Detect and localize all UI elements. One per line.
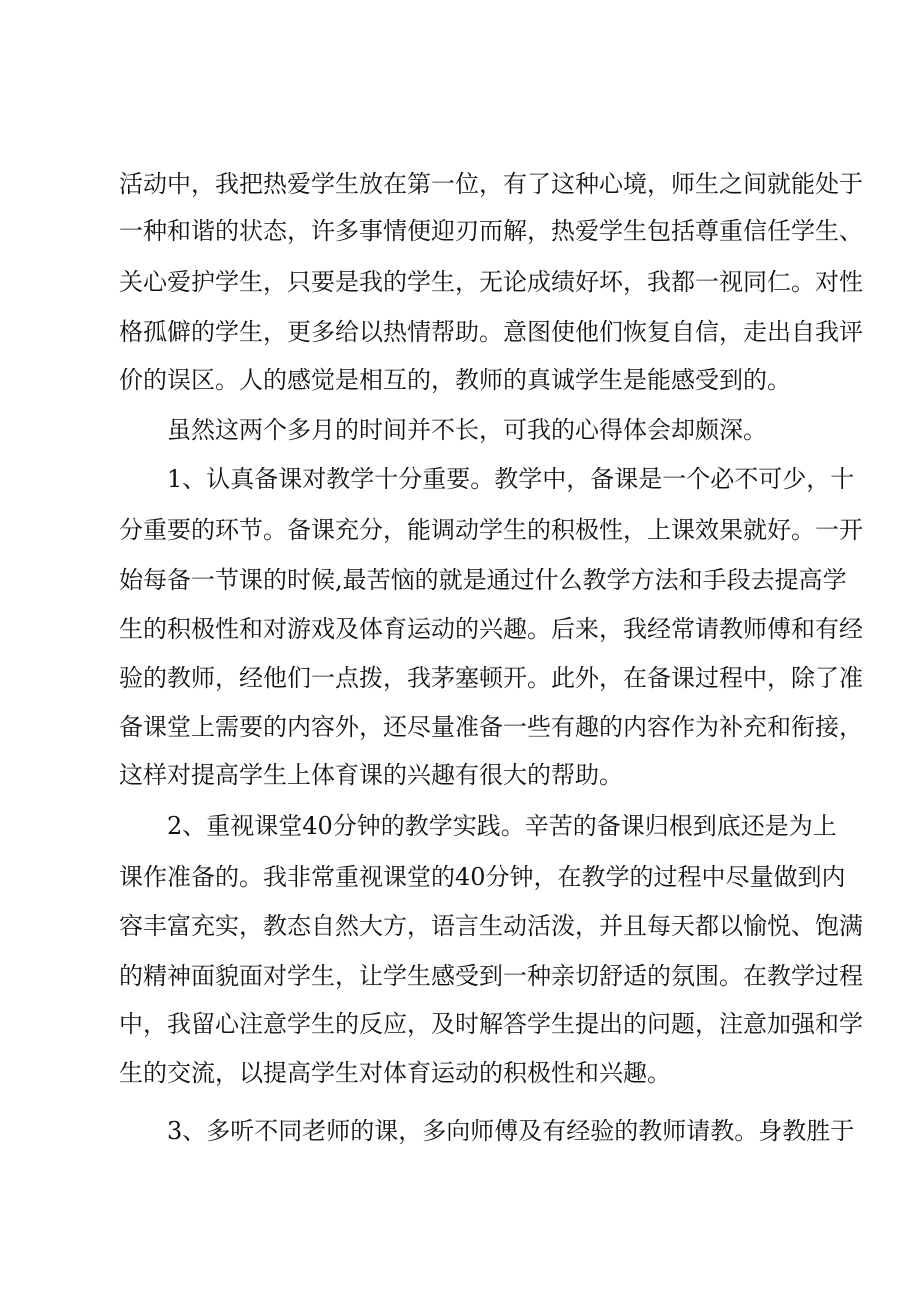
text-line: 生的交流，以提高学生对体育运动的积极性和兴趣。 xyxy=(119,1059,671,1087)
text-line: 这样对提高学生上体育课的兴趣有很大的帮助。 xyxy=(119,761,623,789)
text-line: 1、认真备课对教学十分重要。教学中，备课是一个必不可少，十 xyxy=(167,465,855,493)
text-line: 分重要的环节。备课充分，能调动学生的积极性，上课效果就好。一开 xyxy=(119,516,863,544)
text-line: 的精神面貌面对学生，让学生感受到一种亲切舒适的氛围。在教学过程 xyxy=(119,962,863,990)
text-line: 3、多听不同老师的课，多向师傅及有经验的教师请教。身教胜于 xyxy=(167,1117,855,1145)
text-line: 价的误区。人的感觉是相互的，教师的真诚学生是能感受到的。 xyxy=(119,366,791,394)
text-line: 活动中，我把热爱学生放在第一位，有了这种心境，师生之间就能处于 xyxy=(119,170,863,198)
text-line: 验的教师，经他们一点拨，我茅塞顿开。此外，在备课过程中，除了准 xyxy=(119,664,863,692)
text-line: 格孤僻的学生，更多给以热情帮助。意图使他们恢复自信，走出自我评 xyxy=(119,318,863,346)
text-line: 备课堂上需要的内容外，还尽量准备一些有趣的内容作为补充和衔接， xyxy=(119,713,863,741)
text-line: 中，我留心注意学生的反应，及时解答学生提出的问题，注意加强和学 xyxy=(119,1010,863,1038)
text-line: 生的积极性和对游戏及体育运动的兴趣。后来，我经常请教师傅和有经 xyxy=(119,615,863,643)
text-line: 2、重视课堂40分钟的教学实践。辛苦的备课归根到底还是为上 xyxy=(167,812,837,840)
text-line: 容丰富充实，教态自然大方，语言生动活泼，并且每天都以愉悦、饱满 xyxy=(119,912,863,940)
text-line: 一种和谐的状态，许多事情便迎刃而解，热爱学生包括尊重信任学生、 xyxy=(119,217,863,245)
text-line: 关心爱护学生，只要是我的学生，无论成绩好坏，我都一视同仁。对性 xyxy=(119,268,863,296)
text-line: 课作准备的。我非常重视课堂的40分钟，在教学的过程中尽量做到内 xyxy=(119,863,846,891)
text-line: 始每备一节课的时候,最苦恼的就是通过什么教学方法和手段去提高学 xyxy=(119,566,847,594)
text-line: 虽然这两个多月的时间并不长，可我的心得体会却颇深。 xyxy=(167,416,767,444)
